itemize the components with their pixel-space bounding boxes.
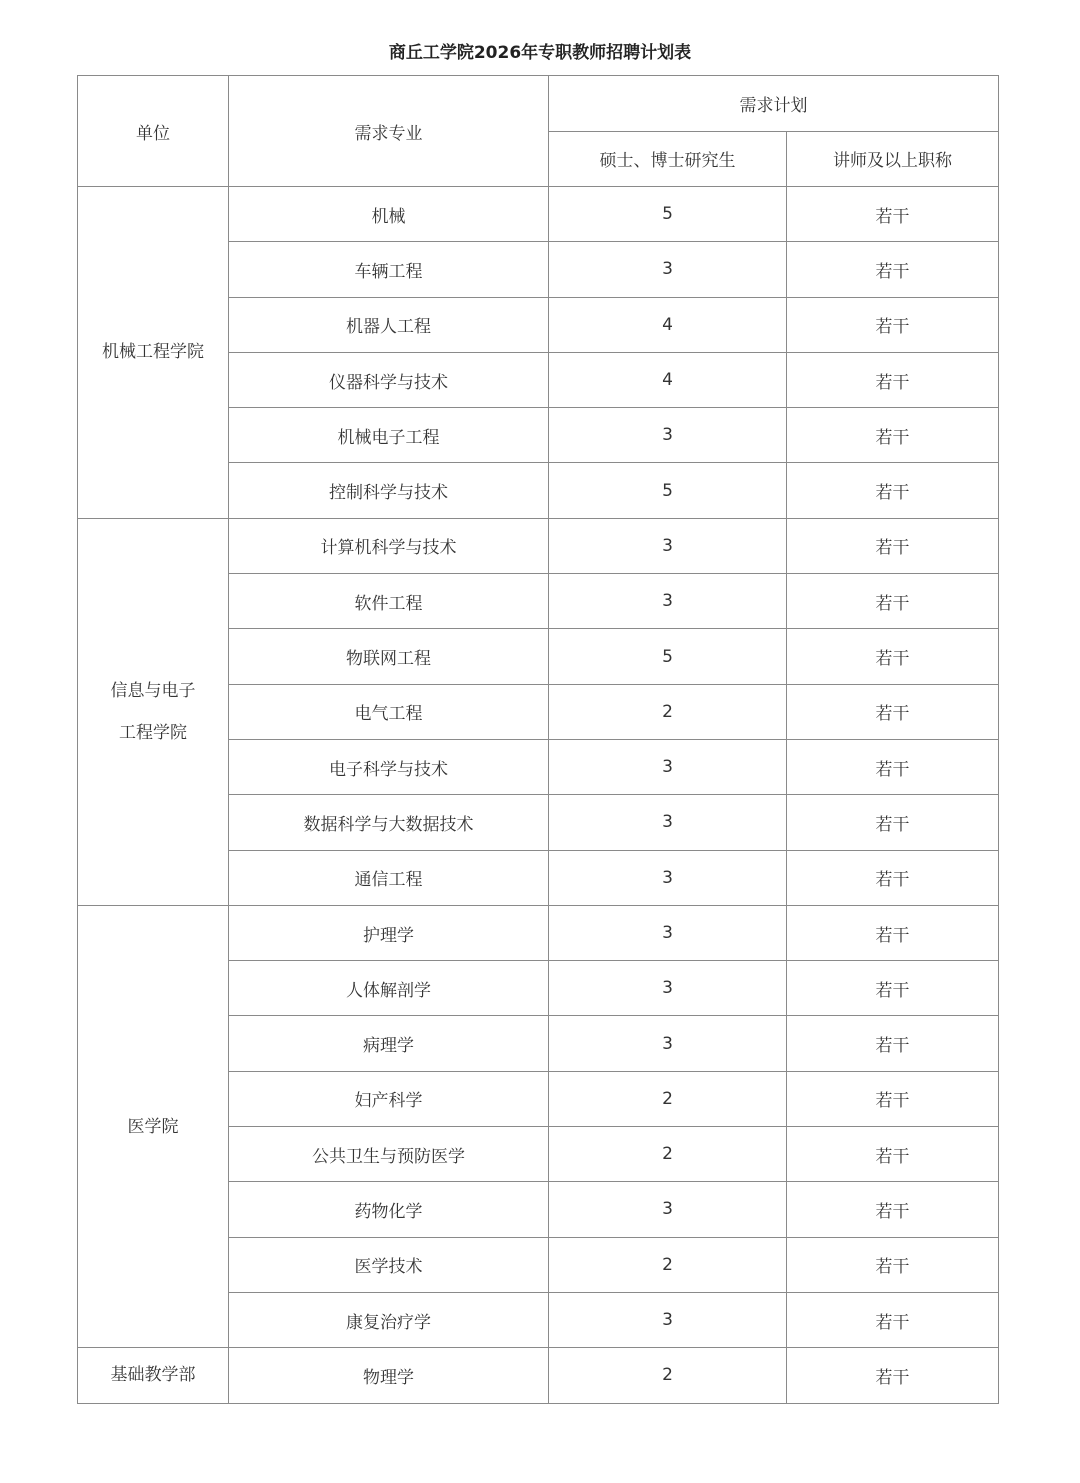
- major-cell: 电气工程: [229, 684, 549, 739]
- major-cell: 公共卫生与预防医学: [229, 1127, 549, 1182]
- major-cell: 物联网工程: [229, 629, 549, 684]
- major-cell: 机械: [229, 187, 549, 242]
- lecturer-count-cell: 若干: [787, 1071, 999, 1126]
- major-cell: 控制科学与技术: [229, 463, 549, 518]
- unit-name-line: 医学院: [127, 1116, 179, 1137]
- masters-phd-count-cell: 4: [549, 297, 787, 352]
- major-cell: 软件工程: [229, 574, 549, 629]
- table-row: [78, 187, 999, 242]
- table-row: [78, 518, 999, 573]
- masters-phd-count-cell: 5: [549, 187, 787, 242]
- header-lecturer: 讲师及以上职称: [787, 131, 999, 187]
- table-row: [78, 1348, 999, 1403]
- major-cell: 康复治疗学: [229, 1292, 549, 1347]
- masters-phd-count-cell: 4: [549, 352, 787, 407]
- masters-phd-count-cell: 3: [549, 518, 787, 573]
- masters-phd-count-cell: 3: [549, 1292, 787, 1347]
- table-body: [78, 187, 999, 1404]
- masters-phd-count-cell: 3: [549, 1016, 787, 1071]
- masters-phd-count-cell: 3: [549, 850, 787, 905]
- major-cell: 车辆工程: [229, 242, 549, 297]
- lecturer-count-cell: 若干: [787, 1348, 999, 1403]
- major-cell: 病理学: [229, 1016, 549, 1071]
- masters-phd-count-cell: 5: [549, 629, 787, 684]
- masters-phd-count-cell: 3: [549, 574, 787, 629]
- unit-cell: [78, 518, 229, 905]
- lecturer-count-cell: 若干: [787, 297, 999, 352]
- lecturer-count-cell: 若干: [787, 1127, 999, 1182]
- masters-phd-count-cell: 2: [549, 684, 787, 739]
- masters-phd-count-cell: 3: [549, 905, 787, 960]
- table-row: [78, 905, 999, 960]
- masters-phd-count-cell: 3: [549, 242, 787, 297]
- masters-phd-count-cell: 5: [549, 463, 787, 518]
- header-plan: 需求计划: [549, 76, 999, 132]
- unit-cell: [78, 1348, 229, 1403]
- major-cell: 妇产科学: [229, 1071, 549, 1126]
- masters-phd-count-cell: 3: [549, 795, 787, 850]
- masters-phd-count-cell: 2: [549, 1127, 787, 1182]
- major-cell: 人体解剖学: [229, 961, 549, 1016]
- masters-phd-count-cell: 2: [549, 1071, 787, 1126]
- lecturer-count-cell: 若干: [787, 518, 999, 573]
- major-cell: 物理学: [229, 1348, 549, 1403]
- lecturer-count-cell: 若干: [787, 684, 999, 739]
- table-header: [78, 76, 999, 187]
- major-cell: 数据科学与大数据技术: [229, 795, 549, 850]
- unit-name-line: 基础教学部: [110, 1365, 196, 1386]
- major-cell: 药物化学: [229, 1182, 549, 1237]
- lecturer-count-cell: 若干: [787, 850, 999, 905]
- lecturer-count-cell: 若干: [787, 352, 999, 407]
- major-cell: 机械电子工程: [229, 408, 549, 463]
- lecturer-count-cell: 若干: [787, 408, 999, 463]
- header-major: 需求专业: [229, 76, 549, 187]
- unit-name-line: 机械工程学院: [102, 342, 204, 363]
- lecturer-count-cell: 若干: [787, 795, 999, 850]
- lecturer-count-cell: 若干: [787, 1182, 999, 1237]
- masters-phd-count-cell: 3: [549, 739, 787, 794]
- document-title: 商丘工学院2026年专职教师招聘计划表: [388, 43, 692, 63]
- major-cell: 电子科学与技术: [229, 739, 549, 794]
- lecturer-count-cell: 若干: [787, 905, 999, 960]
- major-cell: 计算机科学与技术: [229, 518, 549, 573]
- major-cell: 医学技术: [229, 1237, 549, 1292]
- unit-cell: [78, 905, 229, 1347]
- unit-name-line: 信息与电子: [110, 680, 196, 701]
- lecturer-count-cell: 若干: [787, 574, 999, 629]
- masters-phd-count-cell: 2: [549, 1348, 787, 1403]
- lecturer-count-cell: 若干: [787, 961, 999, 1016]
- header-unit: 单位: [78, 76, 229, 187]
- lecturer-count-cell: 若干: [787, 739, 999, 794]
- header-masters-phd: 硕士、博士研究生: [549, 131, 787, 187]
- unit-name-line: 工程学院: [119, 722, 187, 743]
- masters-phd-count-cell: 3: [549, 408, 787, 463]
- unit-cell: [78, 187, 229, 519]
- major-cell: 护理学: [229, 905, 549, 960]
- lecturer-count-cell: 若干: [787, 1016, 999, 1071]
- major-cell: 通信工程: [229, 850, 549, 905]
- masters-phd-count-cell: 3: [549, 1182, 787, 1237]
- lecturer-count-cell: 若干: [787, 1237, 999, 1292]
- lecturer-count-cell: 若干: [787, 242, 999, 297]
- lecturer-count-cell: 若干: [787, 187, 999, 242]
- recruitment-plan-table: [77, 75, 999, 1404]
- masters-phd-count-cell: 3: [549, 961, 787, 1016]
- major-cell: 机器人工程: [229, 297, 549, 352]
- major-cell: 仪器科学与技术: [229, 352, 549, 407]
- lecturer-count-cell: 若干: [787, 629, 999, 684]
- lecturer-count-cell: 若干: [787, 463, 999, 518]
- lecturer-count-cell: 若干: [787, 1292, 999, 1347]
- masters-phd-count-cell: 2: [549, 1237, 787, 1292]
